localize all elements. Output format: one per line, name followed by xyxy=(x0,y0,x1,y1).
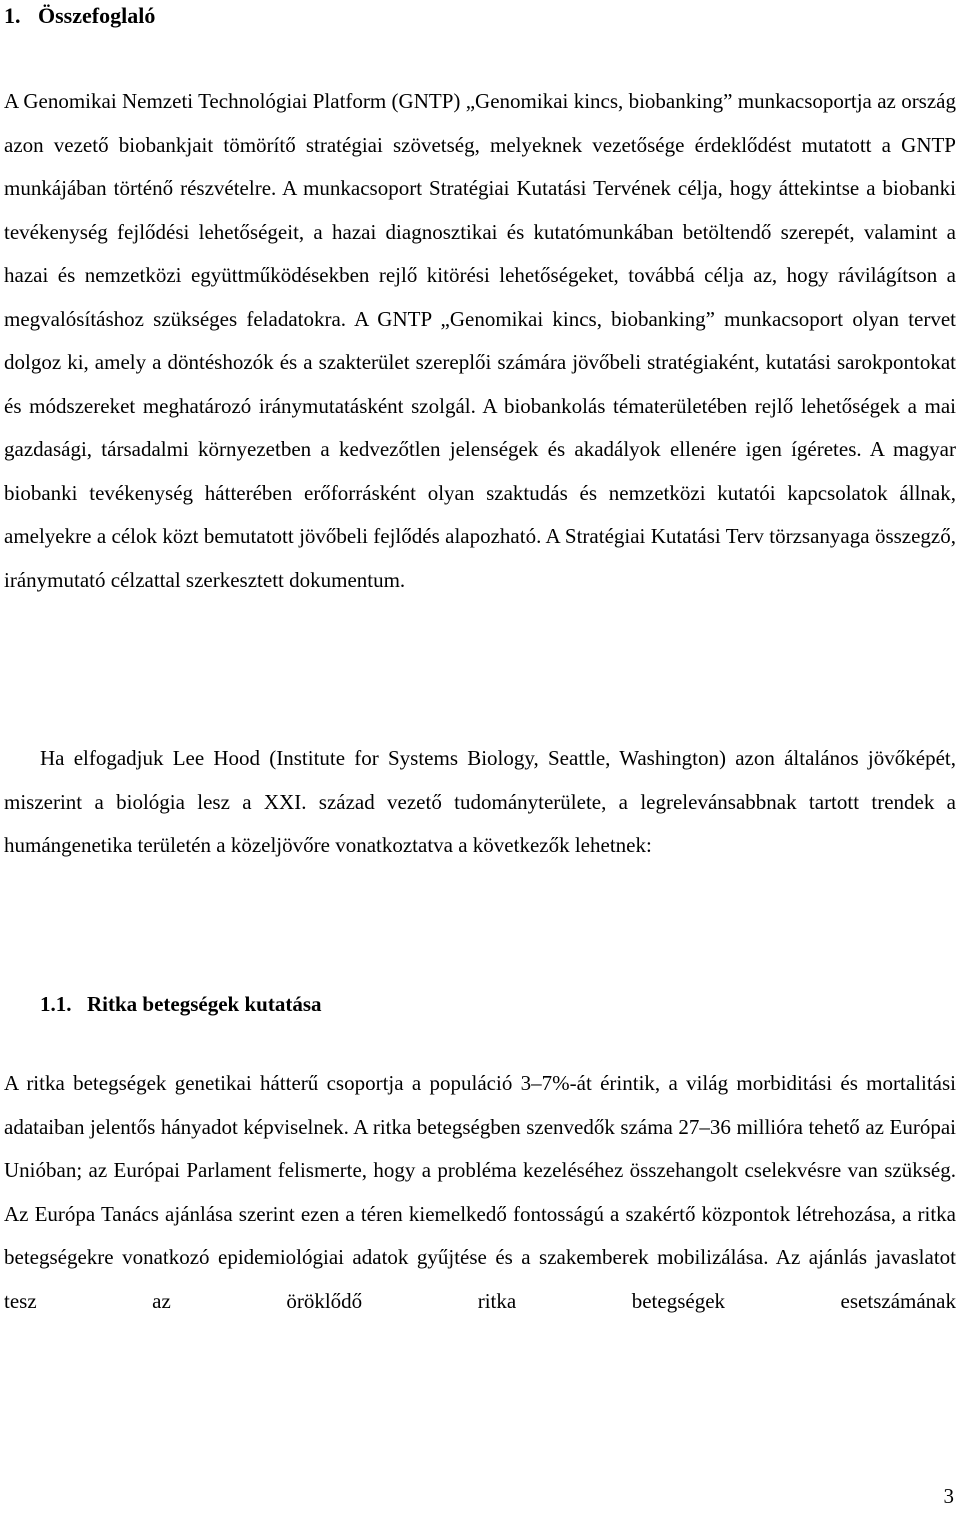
summary-paragraph: A Genomikai Nemzeti Technológiai Platform (GNTP) „Genomikai kincs, biobanking” munkacsoportja az ország azon vezető biobankjait tömörítő stratégiai szövetség, melyeknek vezetősége érdeklődést mutatott a GNTP munkájában történő részvételre. A munkacsoport Stratégiai Kutatási Tervének célja, hogy áttekintse a biobanki tevékenység fejlődési lehetőségeit, a hazai diagnosztikai és kutatómunkában betöltendő szerepét, valamint a hazai és nemzetközi együttműködésekben rejlő kitörési lehetőségeket, továbbá célja az, hogy rávilágítson a megvalósításhoz szükséges feladatokra. A GNTP „Genomikai kincs, biobanking” munkacsoport olyan tervet dolgoz ki, amely a döntéshozók és a szakterület szereplői számára jövőbeli stratégiaként, kutatási sarokpontokat és módszereket meghatározó iránymutatásként szolgál. A biobankolás tématerületében rejlő lehetőségek a mai gazdasági, társadalmi környezetben a kedvezőtlen jelenségek és akadályok ellenére igen ígéretes. A magyar biobanki tevékenység hátterében erőforrásként olyan szaktudás és nemzetközi kutatói kapcsolatok állnak, amelyekre a célok közt bemutatott jövőbeli fejlődés alapozható. A Stratégiai Kutatási Terv törzsanyaga összegző, iránymutató célzattal szerkesztett dokumentum. xyxy=(4,89,956,592)
rare-diseases-paragraph: A ritka betegségek genetikai hátterű csoportja a populáció 3–7%-át érintik, a világ morbiditási és mortalitási adataiban jelentős hányadot képviselnek. A ritka betegségben szenvedők száma 27–36 millióra tehető az Európai Unióban; az Európai Parlament felismerte, hogy a probléma kezeléséhez összehangolt cselekvésre van szükség. Az Európa Tanács ajánlása szerint ezen a téren kiemelkedő fontosságú a szakértő központok létrehozása, a ritka betegségekre vonatkozó epidemiológiai adatok gyűjtése és a szakemberek mobilizálása. Az ajánlás javaslatot tesz az öröklődő ritka betegségek esetszámának xyxy=(4,1071,956,1313)
section-heading xyxy=(4,2,155,30)
section-title: Összefoglaló xyxy=(38,3,156,28)
subsection-heading xyxy=(40,990,322,1018)
subsection-number: 1.1. xyxy=(40,992,72,1016)
page-number: 3 xyxy=(943,1484,954,1508)
subsection-title: Ritka betegségek kutatása xyxy=(87,992,322,1016)
section-number: 1. xyxy=(4,3,21,28)
trends-paragraph: Ha elfogadjuk Lee Hood (Institute for Systems Biology, Seattle, Washington) azon általános jövőképét, miszerint a biológia lesz a XXI. század vezető tudományterülete, a legrelevánsabbnak tartott trendek a humángenetika területén a közeljövőre vonatkoztatva a következők lehetnek: xyxy=(4,746,956,857)
